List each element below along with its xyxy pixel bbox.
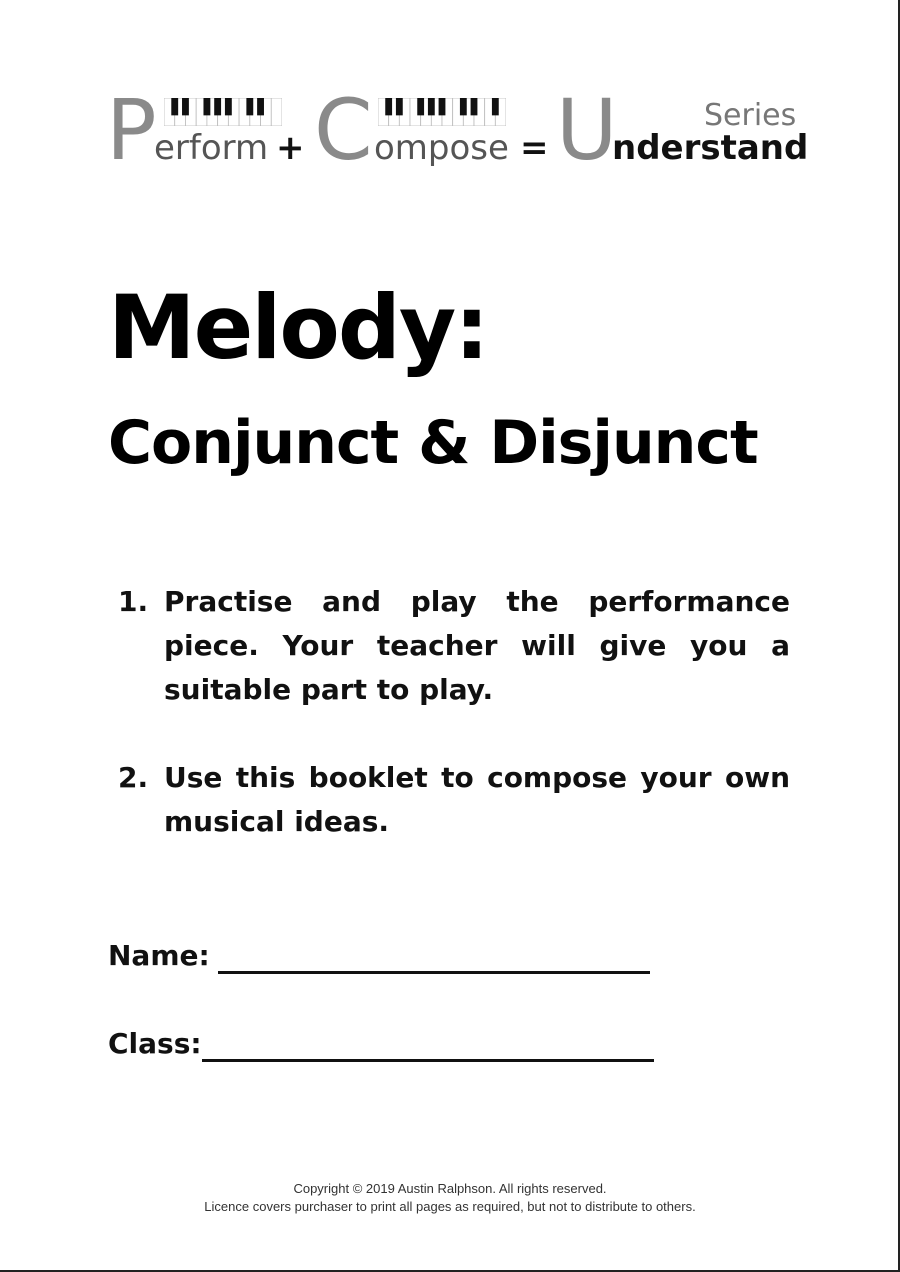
piano-black-key xyxy=(439,98,446,115)
logo-letter-p: P xyxy=(106,81,157,179)
piano-black-key xyxy=(460,98,467,115)
logo-compose-text: ompose xyxy=(374,128,509,168)
piano-keys-icon xyxy=(164,98,282,126)
piano-black-key xyxy=(385,98,392,115)
piano-black-key xyxy=(203,98,210,115)
piano-black-key xyxy=(225,98,232,115)
name-write-line[interactable] xyxy=(218,971,650,974)
piano-black-key xyxy=(471,98,478,115)
instruction-text: Use this booklet to compose your own musical ideas. xyxy=(164,761,790,838)
logo-plus: + xyxy=(276,128,305,168)
series-logo xyxy=(106,81,809,180)
piano-black-key xyxy=(417,98,424,115)
piano-black-key xyxy=(396,98,403,115)
piano-white-key xyxy=(271,98,282,126)
piano-black-key xyxy=(214,98,221,115)
instruction-item xyxy=(118,756,790,844)
instruction-text: Practise and play the performance piece. Your teacher will give you a suitable part to play. xyxy=(164,585,790,706)
instruction-item xyxy=(118,580,790,712)
logo-understand-text: nderstand xyxy=(612,128,809,168)
page-subtitle: Conjunct & Disjunct xyxy=(108,408,758,478)
class-field xyxy=(108,1024,202,1064)
logo-letter-c: C xyxy=(314,81,373,179)
piano-black-key xyxy=(182,98,189,115)
instruction-number: 1. xyxy=(118,585,149,618)
class-label: Class: xyxy=(108,1027,202,1060)
licence-text: Licence covers purchaser to print all pages as required, but not to distribute to others. xyxy=(204,1199,696,1214)
piano-black-key xyxy=(171,98,178,115)
logo-equals: = xyxy=(520,128,549,168)
instructions-list xyxy=(118,580,790,844)
piano-black-key xyxy=(257,98,264,115)
logo-series-text: Series xyxy=(704,98,797,133)
page-title: Melody: xyxy=(108,276,488,379)
piano-black-key xyxy=(492,98,499,115)
piano-black-key xyxy=(246,98,253,115)
piano-keys-icon xyxy=(378,98,506,126)
copyright-text: Copyright © 2019 Austin Ralphson. All rights reserved. xyxy=(293,1181,607,1196)
logo-perform-text: erform xyxy=(154,128,269,168)
name-label: Name: xyxy=(108,939,210,972)
footer xyxy=(0,1180,900,1216)
name-field xyxy=(108,936,210,976)
logo-letter-u: U xyxy=(556,81,618,179)
class-write-line[interactable] xyxy=(202,1059,654,1062)
piano-black-key xyxy=(428,98,435,115)
instruction-number: 2. xyxy=(118,761,149,794)
